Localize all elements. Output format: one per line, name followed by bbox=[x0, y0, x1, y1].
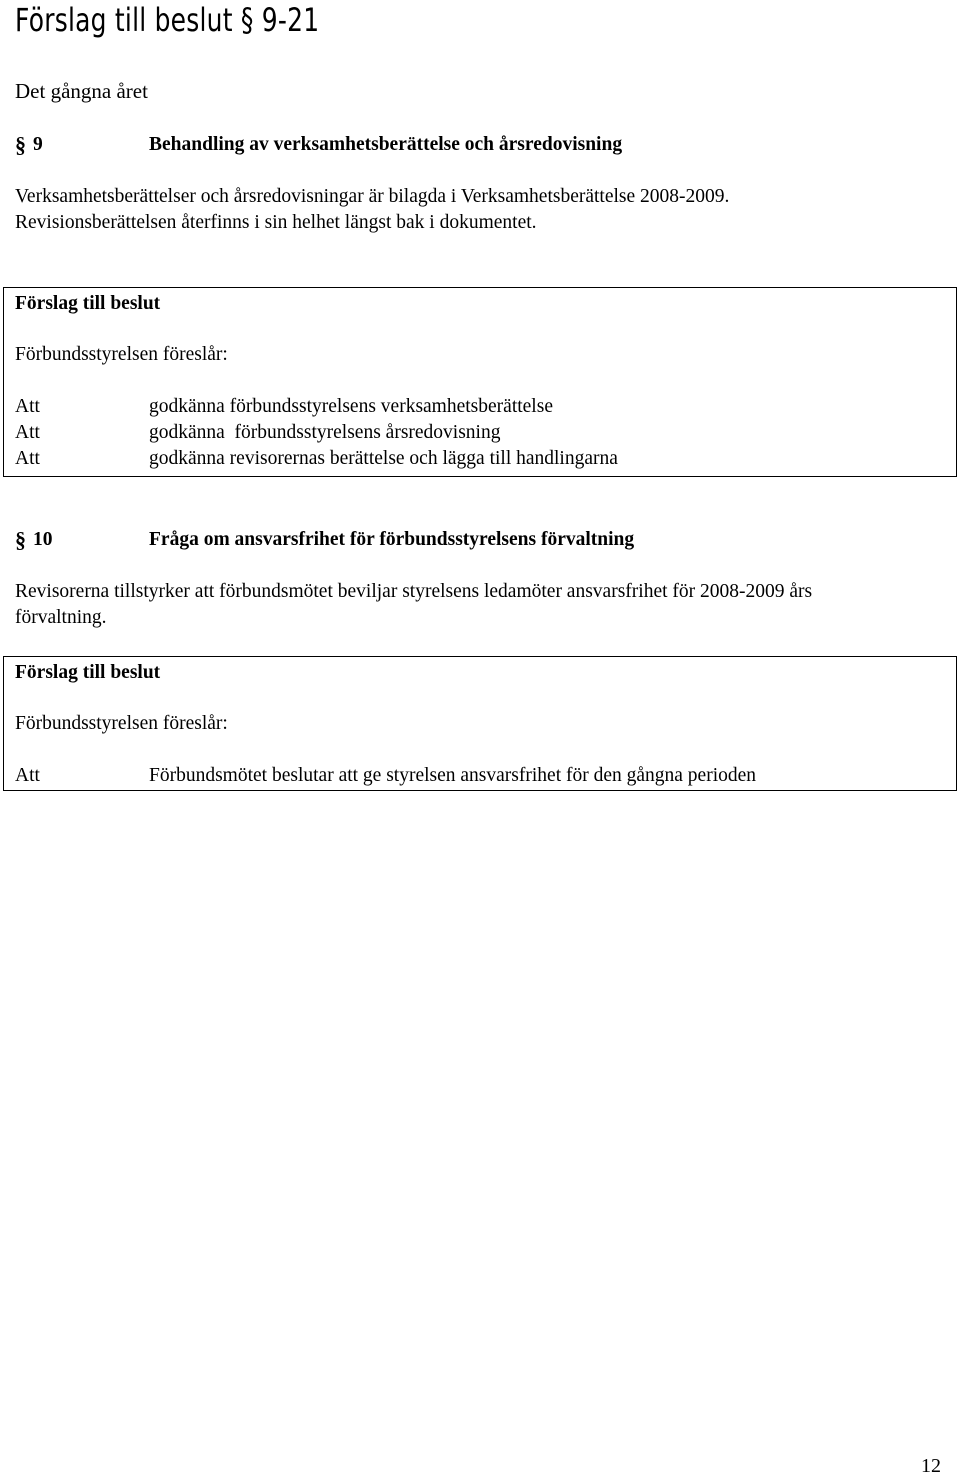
section-9-paragraph-line-2: Revisionsberättelsen återfinns i sin helhet längst bak i dokumentet. bbox=[15, 212, 537, 233]
section-10-proposal-heading: Förslag till beslut bbox=[15, 662, 161, 683]
section-10-item-1-text: Förbundsmötet beslutar att ge styrelsen ansvarsfrihet för den gångna perioden bbox=[149, 765, 757, 786]
header-section-range: 9-21 bbox=[261, 1, 320, 39]
section-9-item-1-text: godkänna förbundsstyrelsens verksamhetsberättelse bbox=[149, 396, 553, 417]
section-10-item-1-label: Att bbox=[15, 765, 40, 786]
page-number: 12 bbox=[921, 1455, 941, 1477]
header-title-text: Förslag till beslut bbox=[15, 1, 233, 39]
section-10-title: Fråga om ansvarsfrihet för förbundsstyrelsens förvaltning bbox=[149, 529, 635, 550]
section-10-paragraph-line-1: Revisorerna tillstyrker att förbundsmötet beviljar styrelsens ledamöter ansvarsfrihet för 2008-2009 års bbox=[15, 581, 813, 602]
section-9-title: Behandling av verksamhetsberättelse och årsredovisning bbox=[149, 134, 623, 155]
section-9-number: 9 bbox=[33, 134, 43, 155]
section-9-paragraph-line-1: Verksamhetsberättelser och årsredovisningar är bilagda i Verksamhetsberättelse 2008-2009. bbox=[15, 186, 730, 207]
section-10-proposal-intro: Förbundsstyrelsen föreslår: bbox=[15, 713, 228, 734]
section-10-paragraph-line-2: förvaltning. bbox=[15, 607, 107, 628]
section-9-proposal-heading: Förslag till beslut bbox=[15, 293, 161, 314]
section-9-item-3-text: godkänna revisorernas berättelse och lägga till handlingarna bbox=[149, 448, 618, 469]
subtitle: Det gångna året bbox=[15, 79, 148, 103]
section-9-item-2-text: godkänna förbundsstyrelsens årsredovisning bbox=[149, 422, 501, 443]
section-9-item-3-label: Att bbox=[15, 448, 40, 469]
page-header-title bbox=[15, 1, 320, 39]
section-9-sign: § bbox=[15, 132, 26, 157]
section-10-sign: § bbox=[15, 527, 26, 552]
section-9-item-2-label: Att bbox=[15, 422, 40, 443]
section-9-proposal-intro: Förbundsstyrelsen föreslår: bbox=[15, 344, 228, 365]
section-10-number: 10 bbox=[33, 529, 53, 550]
section-9-item-1-label: Att bbox=[15, 396, 40, 417]
header-section-sign: § bbox=[240, 1, 254, 39]
